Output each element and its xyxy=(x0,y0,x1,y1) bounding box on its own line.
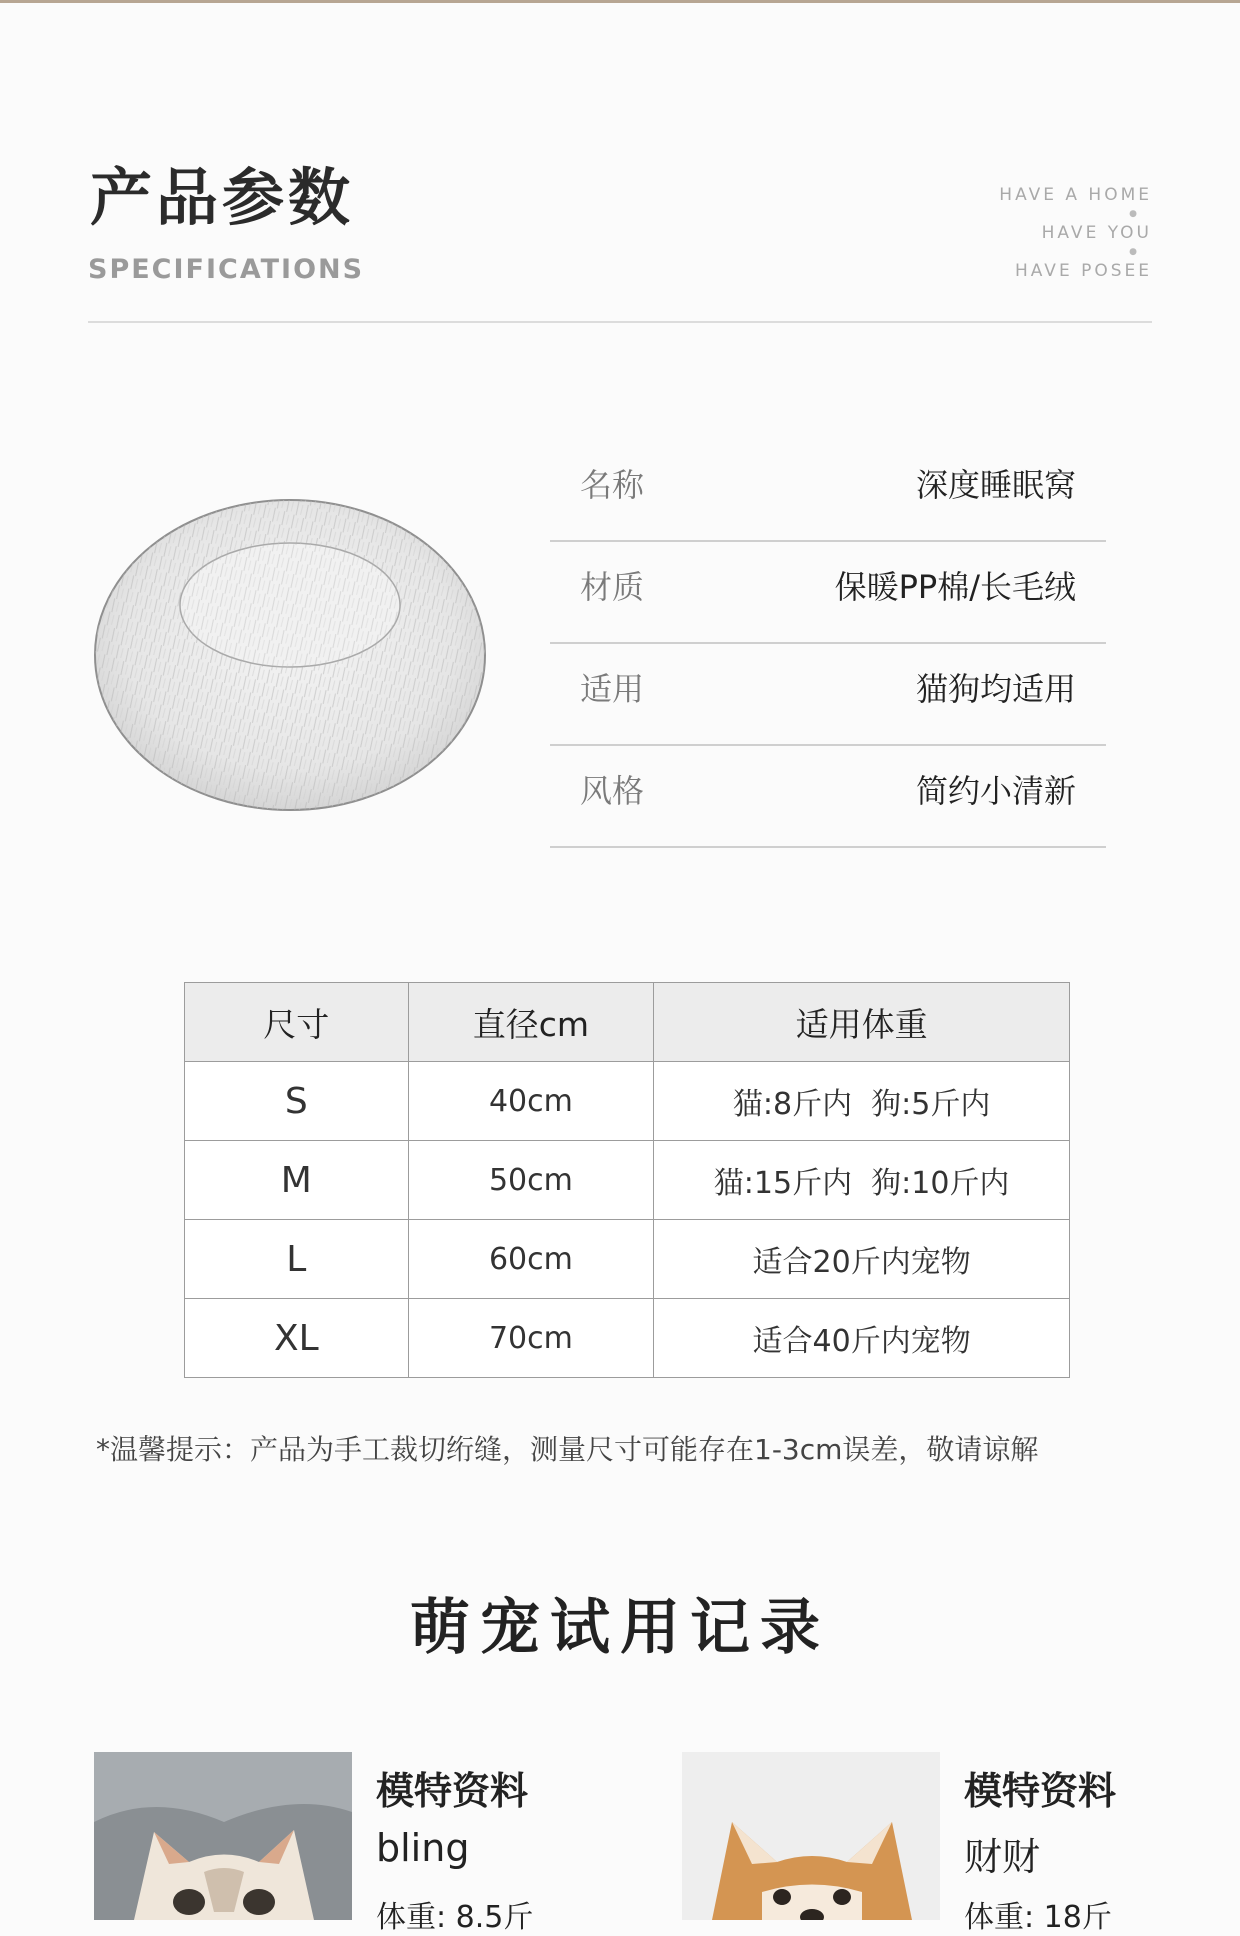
model-2-heading: 模特资料 xyxy=(964,1769,1117,1813)
size-cell: XL xyxy=(185,1299,409,1378)
spec-value: 猫狗均适用 xyxy=(915,670,1076,708)
diameter-cell: 70cm xyxy=(408,1299,654,1378)
model-1-heading: 模特资料 xyxy=(376,1769,529,1813)
spec-label: 名称 xyxy=(580,466,645,504)
diameter-cell: 40cm xyxy=(408,1062,654,1141)
spec-label: 材质 xyxy=(580,568,645,606)
weight-cell: 猫:15斤内 狗:10斤内 xyxy=(654,1141,1070,1220)
spec-row-material xyxy=(550,542,1106,644)
spec-value: 深度睡眠窝 xyxy=(915,466,1076,504)
spec-value: 简约小清新 xyxy=(915,772,1076,810)
tagline xyxy=(932,186,1152,281)
spec-row-suitable xyxy=(550,644,1106,746)
diameter-cell: 60cm xyxy=(408,1220,654,1299)
table-row xyxy=(185,1220,1070,1299)
table-row xyxy=(185,1062,1070,1141)
table-header-cell: 尺寸 xyxy=(185,983,409,1062)
top-accent-line xyxy=(0,0,1240,3)
cat-photo xyxy=(94,1752,352,1920)
page-subtitle: SPECIFICATIONS xyxy=(88,254,365,285)
model-2-name: 财财 xyxy=(964,1835,1041,1879)
page-title: 产品参数 xyxy=(90,161,355,234)
table-header-cell: 适用体重 xyxy=(654,983,1070,1062)
size-cell: M xyxy=(185,1141,409,1220)
model-1-weight: 体重: 8.5斤 xyxy=(376,1900,534,1935)
table-header-cell: 直径cm xyxy=(408,983,654,1062)
size-cell: S xyxy=(185,1062,409,1141)
model-1-name: bling xyxy=(376,1826,470,1870)
table-row xyxy=(185,1299,1070,1378)
spec-label: 风格 xyxy=(580,772,645,810)
spec-row-style xyxy=(550,746,1106,848)
weight-cell: 猫:8斤内 狗:5斤内 xyxy=(654,1062,1070,1141)
size-table xyxy=(184,982,1070,1378)
spec-value: 保暖PP棉/长毛绒 xyxy=(834,568,1076,606)
pet-bed-illustration xyxy=(90,485,490,815)
measurement-note: *温馨提示：产品为手工裁切绗缝，测量尺寸可能存在1-3cm误差，敬请谅解 xyxy=(96,1433,1039,1466)
table-row xyxy=(185,1141,1070,1220)
model-2-weight: 体重: 18斤 xyxy=(964,1900,1112,1935)
header-divider xyxy=(88,321,1152,323)
size-cell: L xyxy=(185,1220,409,1299)
weight-cell: 适合40斤内宠物 xyxy=(654,1299,1070,1378)
diameter-cell: 50cm xyxy=(408,1141,654,1220)
section-title: 萌宠试用记录 xyxy=(410,1593,830,1663)
tagline-line-1: HAVE A HOME xyxy=(999,185,1152,205)
table-header-row xyxy=(185,983,1070,1062)
weight-cell: 适合20斤内宠物 xyxy=(654,1220,1070,1299)
tagline-dot: ● xyxy=(1129,209,1140,219)
tagline-line-2: HAVE YOU xyxy=(1041,223,1152,243)
spec-row-name xyxy=(550,440,1106,542)
tagline-line-3: HAVE POSEE xyxy=(1014,261,1152,281)
dog-photo xyxy=(682,1752,940,1920)
spec-label: 适用 xyxy=(580,670,645,708)
spec-list xyxy=(550,440,1106,848)
tagline-dot: ● xyxy=(1129,247,1140,257)
